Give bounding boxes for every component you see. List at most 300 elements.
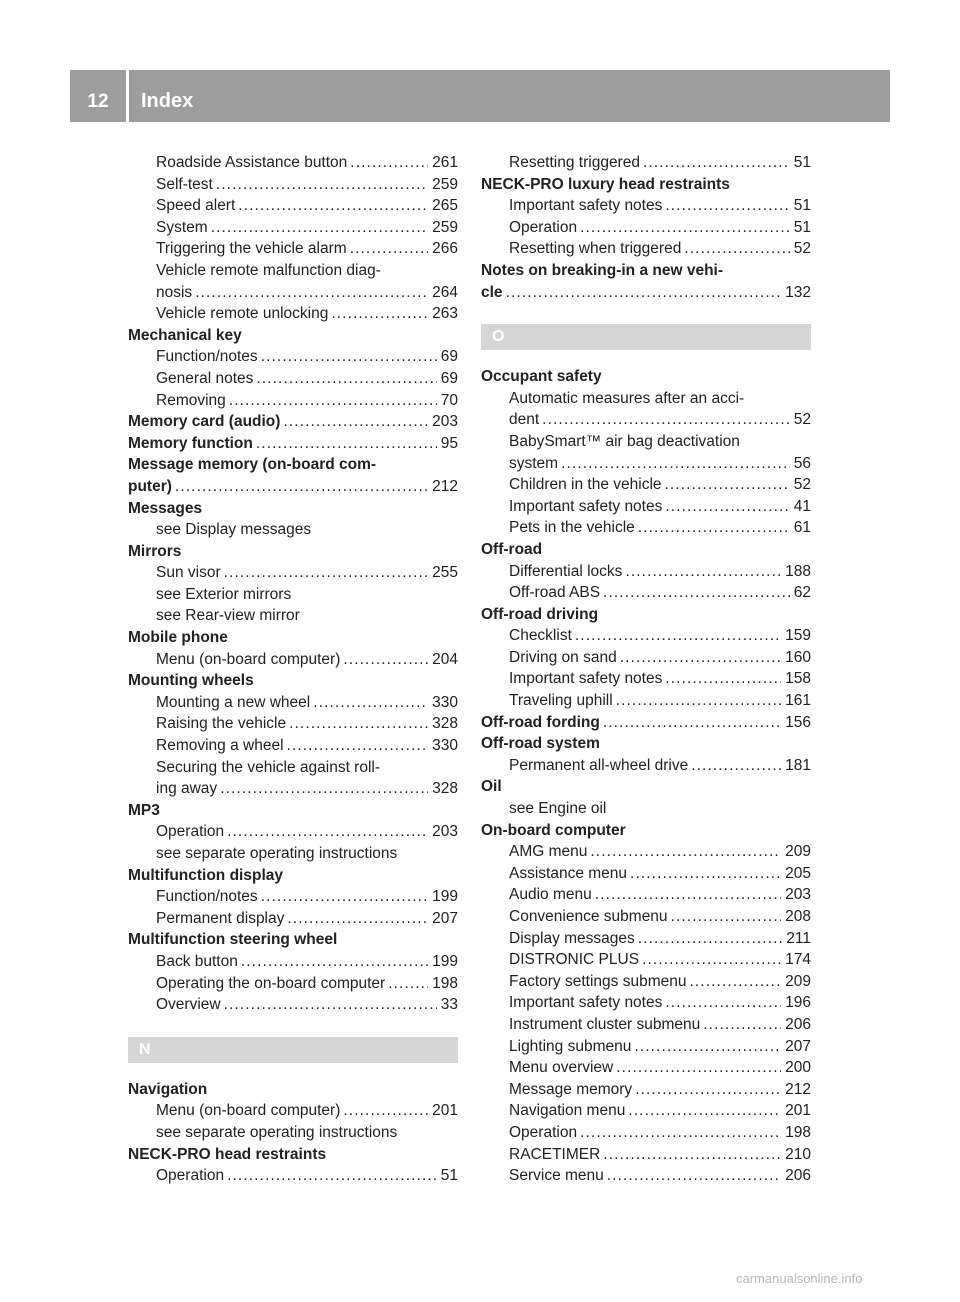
entry-text: dent bbox=[509, 411, 540, 429]
index-subentry[interactable] bbox=[481, 906, 811, 928]
page-reference[interactable]: 265 bbox=[432, 197, 458, 215]
index-subentry[interactable] bbox=[481, 928, 811, 950]
entry-text: MP3 bbox=[128, 801, 160, 819]
entry-text: System bbox=[156, 218, 208, 236]
dot-leader bbox=[261, 346, 437, 368]
page-reference[interactable]: 203 bbox=[432, 823, 458, 841]
entry-text: see Engine oil bbox=[509, 800, 607, 818]
entry-text: Memory function bbox=[128, 434, 253, 452]
entry-text: Menu overview bbox=[509, 1059, 614, 1077]
entry-text: Function/notes bbox=[156, 348, 258, 366]
page-reference[interactable]: 210 bbox=[785, 1145, 811, 1163]
dot-leader bbox=[283, 411, 428, 433]
page-reference[interactable]: 196 bbox=[785, 994, 811, 1012]
index-subentry[interactable] bbox=[481, 517, 811, 539]
entry-text: Vehicle remote malfunction diag- bbox=[156, 261, 381, 279]
entry-text: Convenience submenu bbox=[509, 908, 668, 925]
entry-text: Instrument cluster submenu bbox=[509, 1015, 701, 1033]
dot-leader bbox=[665, 474, 790, 496]
dot-leader bbox=[211, 217, 428, 239]
index-heading bbox=[128, 929, 458, 951]
page-reference[interactable]: 181 bbox=[785, 756, 811, 774]
entry-text: Oil bbox=[481, 778, 502, 796]
page-reference[interactable]: 212 bbox=[785, 1080, 811, 1098]
entry-text: RACETIMER bbox=[509, 1145, 601, 1163]
entry-text: Removing bbox=[156, 391, 226, 409]
entry-text: Function/notes bbox=[156, 888, 258, 906]
page-reference[interactable]: 156 bbox=[785, 713, 811, 731]
page-reference[interactable]: 212 bbox=[432, 477, 458, 495]
entry-text: Navigation menu bbox=[509, 1102, 626, 1120]
page-reference[interactable]: 52 bbox=[793, 476, 811, 494]
index-subentry[interactable] bbox=[481, 625, 811, 647]
entry-text: Important safety notes bbox=[509, 497, 663, 515]
page-reference[interactable]: 330 bbox=[432, 693, 458, 711]
index-subentry bbox=[481, 798, 811, 820]
entry-text: Notes on breaking-in a new vehi- bbox=[481, 261, 724, 279]
entry-text: Resetting when triggered bbox=[509, 240, 682, 258]
entry-text: Lighting submenu bbox=[509, 1037, 632, 1055]
page-reference[interactable]: 211 bbox=[786, 929, 811, 947]
entry-text: BabySmart™ air bag deactivation bbox=[509, 432, 740, 450]
dot-leader bbox=[575, 625, 781, 647]
page-reference[interactable]: 132 bbox=[785, 283, 811, 301]
entry-text: system bbox=[509, 454, 559, 472]
entry-text: see Rear-view mirror bbox=[156, 607, 300, 625]
entry-text: Self-test bbox=[156, 175, 213, 193]
index-subentry bbox=[128, 584, 458, 606]
dot-leader bbox=[665, 195, 789, 217]
page-reference[interactable]: 200 bbox=[785, 1059, 811, 1077]
entry-text: Off-road driving bbox=[481, 605, 599, 623]
page-reference[interactable]: 174 bbox=[785, 951, 811, 969]
dot-leader bbox=[220, 778, 428, 800]
entry-text: Permanent all-wheel drive bbox=[509, 756, 689, 774]
page-reference[interactable]: 264 bbox=[432, 283, 458, 301]
index-subentry[interactable] bbox=[481, 863, 811, 885]
entry-text: Resetting triggered bbox=[509, 154, 640, 171]
index-subentry[interactable] bbox=[128, 152, 458, 174]
index-heading bbox=[128, 670, 458, 692]
index-subentry[interactable] bbox=[128, 174, 458, 196]
dot-leader bbox=[224, 994, 437, 1016]
entry-text: Permanent display bbox=[156, 909, 285, 927]
entry-text: Memory card (audio) bbox=[128, 413, 281, 431]
dot-leader bbox=[603, 1144, 781, 1166]
dot-leader bbox=[561, 453, 790, 475]
dot-leader bbox=[635, 1079, 781, 1101]
dot-leader bbox=[216, 174, 428, 196]
index-subentry bbox=[128, 843, 458, 865]
entry-text: DISTRONIC PLUS bbox=[509, 951, 640, 969]
index-subentry bbox=[128, 605, 458, 627]
dot-leader bbox=[350, 238, 428, 260]
index-subentry[interactable] bbox=[128, 238, 458, 260]
entry-text: Overview bbox=[156, 996, 221, 1014]
dot-leader bbox=[350, 152, 428, 174]
index-subentry[interactable] bbox=[128, 735, 458, 757]
index-subentry[interactable] bbox=[481, 1057, 811, 1079]
page-reference[interactable]: 69 bbox=[440, 369, 458, 387]
entry-text: On-board computer bbox=[481, 821, 626, 839]
index-subentry[interactable] bbox=[481, 647, 811, 669]
dot-leader bbox=[642, 949, 781, 971]
entry-text: Menu (on-board computer) bbox=[156, 1102, 341, 1120]
page-reference[interactable]: 95 bbox=[440, 434, 458, 452]
index-subentry[interactable] bbox=[128, 778, 458, 800]
index-subentry[interactable] bbox=[128, 973, 458, 995]
entry-text: see Exterior mirrors bbox=[156, 585, 292, 603]
dot-leader bbox=[261, 886, 428, 908]
page-reference[interactable]: 52 bbox=[793, 240, 811, 258]
page-reference[interactable]: 255 bbox=[432, 564, 458, 582]
index-subentry[interactable] bbox=[128, 821, 458, 843]
entry-text: NECK-PRO luxury head restraints bbox=[481, 175, 730, 193]
header-divider bbox=[126, 70, 129, 122]
entry-text: Service menu bbox=[509, 1167, 604, 1185]
page-reference[interactable]: 33 bbox=[440, 996, 458, 1014]
index-subentry bbox=[128, 260, 458, 282]
page-title: Index bbox=[141, 90, 194, 112]
entry-text: Operation bbox=[156, 823, 225, 841]
dot-leader bbox=[287, 735, 429, 757]
entry-text: Raising the vehicle bbox=[156, 715, 287, 733]
index-subentry[interactable] bbox=[481, 561, 811, 583]
dot-leader bbox=[638, 928, 783, 950]
page-reference[interactable]: 62 bbox=[793, 584, 811, 602]
index-column-left bbox=[128, 152, 458, 1187]
entry-text: Audio menu bbox=[509, 886, 592, 904]
index-subentry[interactable] bbox=[128, 713, 458, 735]
index-subentry[interactable] bbox=[128, 282, 458, 304]
entry-text: Navigation bbox=[128, 1080, 208, 1098]
entry-text: Important safety notes bbox=[509, 197, 663, 215]
entry-text: Differential locks bbox=[509, 562, 623, 580]
index-heading[interactable] bbox=[128, 411, 458, 433]
entry-text: Mounting a new wheel bbox=[156, 693, 311, 711]
entry-text: General notes bbox=[156, 369, 254, 387]
dot-leader bbox=[580, 217, 790, 239]
entry-text: Off-road system bbox=[481, 735, 600, 753]
watermark: carmanualsonline.info bbox=[736, 1271, 863, 1286]
index-subentry[interactable] bbox=[481, 582, 811, 604]
page-reference[interactable]: 198 bbox=[785, 1123, 811, 1141]
page-reference[interactable]: 328 bbox=[432, 780, 458, 798]
page-reference[interactable]: 51 bbox=[793, 197, 811, 215]
index-subentry[interactable] bbox=[128, 346, 458, 368]
index-subentry bbox=[128, 1122, 458, 1144]
page-reference[interactable]: 70 bbox=[440, 391, 458, 409]
dot-leader bbox=[506, 282, 782, 304]
entry-text: puter) bbox=[128, 477, 172, 495]
dot-leader bbox=[691, 755, 781, 777]
entry-text: nosis bbox=[156, 283, 193, 301]
dot-leader bbox=[227, 1165, 437, 1187]
index-subentry[interactable] bbox=[128, 994, 458, 1016]
page-reference[interactable]: 328 bbox=[432, 715, 458, 733]
dot-leader bbox=[195, 282, 428, 304]
page-reference[interactable]: 161 bbox=[785, 692, 811, 710]
entry-text: Checklist bbox=[509, 627, 572, 645]
entry-text: cle bbox=[481, 283, 503, 301]
index-heading bbox=[481, 733, 811, 755]
dot-leader bbox=[595, 884, 781, 906]
dot-leader bbox=[616, 690, 781, 712]
page-reference[interactable]: 51 bbox=[793, 218, 811, 236]
index-heading bbox=[128, 865, 458, 887]
index-subentry[interactable] bbox=[481, 238, 811, 260]
index-subentry[interactable] bbox=[128, 649, 458, 671]
page-reference[interactable]: 209 bbox=[785, 843, 811, 861]
index-subentry[interactable] bbox=[128, 217, 458, 239]
page-reference[interactable]: 201 bbox=[432, 1102, 458, 1120]
entry-text: Message memory (on-board com- bbox=[128, 456, 377, 474]
index-heading bbox=[128, 1079, 458, 1101]
index-subentry[interactable] bbox=[481, 1036, 811, 1058]
page-reference[interactable]: 208 bbox=[785, 908, 811, 925]
dot-leader bbox=[703, 1014, 781, 1036]
page-reference[interactable]: 51 bbox=[440, 1167, 458, 1185]
page-reference[interactable]: 259 bbox=[432, 175, 458, 193]
index-subentry bbox=[481, 431, 811, 453]
dot-leader bbox=[625, 561, 781, 583]
entry-text: Driving on sand bbox=[509, 648, 617, 666]
index-column-right bbox=[481, 152, 811, 1187]
dot-leader bbox=[603, 712, 781, 734]
entry-text: Triggering the vehicle alarm bbox=[156, 240, 347, 258]
index-subentry[interactable] bbox=[128, 886, 458, 908]
index-heading[interactable] bbox=[128, 433, 458, 455]
entry-text: Mechanical key bbox=[128, 326, 242, 344]
entry-text: Mobile phone bbox=[128, 629, 228, 647]
index-heading bbox=[128, 800, 458, 822]
index-subentry bbox=[128, 757, 458, 779]
dot-leader bbox=[331, 303, 428, 325]
index-subentry[interactable] bbox=[481, 1122, 811, 1144]
page-reference[interactable]: 56 bbox=[793, 454, 811, 472]
index-subentry[interactable] bbox=[481, 1144, 811, 1166]
entry-text: Messages bbox=[128, 499, 203, 517]
page-reference[interactable]: 159 bbox=[785, 627, 811, 645]
dot-leader bbox=[542, 409, 790, 431]
index-heading[interactable] bbox=[481, 282, 811, 304]
index-heading bbox=[481, 604, 811, 626]
index-subentry[interactable] bbox=[481, 453, 811, 475]
dot-leader bbox=[287, 908, 428, 930]
dot-leader bbox=[620, 647, 781, 669]
index-subentry[interactable] bbox=[481, 474, 811, 496]
index-subentry[interactable] bbox=[128, 908, 458, 930]
dot-leader bbox=[343, 649, 428, 671]
page-reference[interactable]: 160 bbox=[785, 648, 811, 666]
page-reference[interactable]: 205 bbox=[785, 864, 811, 882]
page-reference[interactable]: 259 bbox=[432, 218, 458, 236]
dot-leader bbox=[224, 562, 429, 584]
entry-text: Menu (on-board computer) bbox=[156, 650, 341, 668]
index-subentry[interactable] bbox=[481, 690, 811, 712]
entry-text: Mirrors bbox=[128, 542, 182, 560]
entry-text: Traveling uphill bbox=[509, 692, 613, 710]
index-subentry[interactable] bbox=[128, 951, 458, 973]
entry-text: AMG menu bbox=[509, 843, 588, 861]
index-heading bbox=[481, 820, 811, 842]
index-heading bbox=[481, 260, 811, 282]
entry-text: Removing a wheel bbox=[156, 737, 284, 755]
index-subentry[interactable] bbox=[481, 195, 811, 217]
entry-text: Securing the vehicle against roll- bbox=[156, 758, 381, 776]
page-reference[interactable]: 209 bbox=[785, 972, 811, 990]
entry-text: Pets in the vehicle bbox=[509, 519, 635, 537]
dot-leader bbox=[665, 668, 781, 690]
dot-leader bbox=[684, 238, 789, 260]
page-reference[interactable]: 188 bbox=[785, 562, 811, 580]
section-letter-bar: N bbox=[128, 1037, 458, 1063]
entry-text: ing away bbox=[156, 780, 218, 798]
entry-text: Multifunction steering wheel bbox=[128, 931, 338, 949]
index-subentry[interactable] bbox=[128, 692, 458, 714]
index-heading bbox=[481, 366, 811, 388]
index-subentry[interactable] bbox=[481, 1079, 811, 1101]
dot-leader bbox=[634, 1036, 781, 1058]
index-subentry[interactable] bbox=[128, 303, 458, 325]
page-reference[interactable]: 204 bbox=[432, 650, 458, 668]
dot-leader bbox=[241, 951, 428, 973]
entry-text: Operating the on-board computer bbox=[156, 974, 386, 992]
index-subentry[interactable] bbox=[481, 949, 811, 971]
page-reference[interactable]: 41 bbox=[793, 497, 811, 515]
entry-text: Vehicle remote unlocking bbox=[156, 305, 329, 323]
dot-leader bbox=[638, 517, 790, 539]
page-reference[interactable]: 207 bbox=[785, 1037, 811, 1055]
index-subentry[interactable] bbox=[128, 562, 458, 584]
index-subentry[interactable] bbox=[481, 668, 811, 690]
dot-leader bbox=[256, 433, 437, 455]
index-subentry[interactable] bbox=[481, 841, 811, 863]
page-reference[interactable]: 203 bbox=[785, 886, 811, 904]
index-subentry[interactable] bbox=[481, 1014, 811, 1036]
dot-leader bbox=[175, 476, 428, 498]
page-reference[interactable]: 206 bbox=[785, 1167, 811, 1185]
index-heading bbox=[128, 498, 458, 520]
index-subentry bbox=[128, 519, 458, 541]
entry-text: Display messages bbox=[509, 929, 635, 947]
dot-leader bbox=[628, 1100, 781, 1122]
dot-leader bbox=[256, 368, 436, 390]
entry-text: see separate operating instructions bbox=[156, 1123, 398, 1141]
dot-leader bbox=[590, 841, 781, 863]
page-reference[interactable]: 203 bbox=[432, 413, 458, 431]
dot-leader bbox=[229, 390, 437, 412]
dot-leader bbox=[227, 821, 428, 843]
dot-leader bbox=[630, 863, 781, 885]
index-heading bbox=[128, 454, 458, 476]
dot-leader bbox=[580, 1122, 781, 1144]
index-heading[interactable] bbox=[481, 712, 811, 734]
entry-text: Off-road bbox=[481, 540, 543, 558]
dot-leader bbox=[616, 1057, 781, 1079]
page-reference[interactable]: 261 bbox=[432, 154, 458, 171]
page-reference[interactable]: 61 bbox=[793, 519, 811, 537]
page-reference[interactable]: 206 bbox=[785, 1015, 811, 1033]
entry-text: Operation bbox=[509, 218, 578, 236]
entry-text: Important safety notes bbox=[509, 994, 663, 1012]
page-reference[interactable]: 69 bbox=[440, 348, 458, 366]
dot-leader bbox=[289, 713, 428, 735]
page-reference[interactable]: 199 bbox=[432, 888, 458, 906]
entry-text: Occupant safety bbox=[481, 368, 602, 386]
dot-leader bbox=[665, 992, 781, 1014]
index-subentry[interactable] bbox=[481, 409, 811, 431]
dot-leader bbox=[607, 1165, 781, 1187]
page-reference[interactable]: 51 bbox=[793, 154, 811, 171]
index-subentry[interactable] bbox=[128, 1165, 458, 1187]
entry-text: Roadside Assistance button bbox=[156, 154, 348, 171]
dot-leader bbox=[343, 1100, 428, 1122]
page-reference[interactable]: 263 bbox=[432, 305, 458, 323]
index-subentry[interactable] bbox=[481, 971, 811, 993]
index-heading bbox=[481, 174, 811, 196]
index-subentry[interactable] bbox=[128, 368, 458, 390]
index-subentry[interactable] bbox=[128, 1100, 458, 1122]
index-subentry bbox=[481, 388, 811, 410]
index-heading bbox=[481, 539, 811, 561]
entry-text: Multifunction display bbox=[128, 866, 283, 884]
index-subentry[interactable] bbox=[481, 1100, 811, 1122]
index-subentry[interactable] bbox=[481, 1165, 811, 1187]
entry-text: Assistance menu bbox=[509, 864, 628, 882]
page-reference[interactable]: 158 bbox=[785, 670, 811, 688]
entry-text: see Display messages bbox=[156, 521, 312, 539]
entry-text: Off-road ABS bbox=[509, 584, 601, 602]
index-subentry[interactable] bbox=[128, 195, 458, 217]
entry-text: Off-road fording bbox=[481, 713, 600, 731]
entry-text: Children in the vehicle bbox=[509, 476, 662, 494]
section-letter-bar: O bbox=[481, 324, 811, 350]
index-subentry[interactable] bbox=[481, 496, 811, 518]
page-header bbox=[70, 70, 890, 122]
entry-text: Sun visor bbox=[156, 564, 221, 582]
index-subentry[interactable] bbox=[481, 152, 811, 174]
index-heading bbox=[128, 627, 458, 649]
page-reference[interactable]: 198 bbox=[432, 974, 458, 992]
dot-leader bbox=[665, 496, 789, 518]
index-subentry[interactable] bbox=[481, 755, 811, 777]
dot-leader bbox=[671, 906, 782, 928]
index-heading[interactable] bbox=[128, 476, 458, 498]
entry-text: Operation bbox=[509, 1123, 578, 1141]
page-number: 12 bbox=[87, 91, 109, 112]
page-reference[interactable]: 201 bbox=[785, 1102, 811, 1120]
page-reference[interactable]: 199 bbox=[432, 952, 458, 970]
page-reference[interactable]: 52 bbox=[793, 411, 811, 429]
entry-text: Speed alert bbox=[156, 197, 236, 215]
dot-leader bbox=[643, 152, 790, 174]
entry-text: Factory settings submenu bbox=[509, 972, 687, 990]
page-reference[interactable]: 207 bbox=[432, 909, 458, 927]
entry-text: Automatic measures after an acci- bbox=[509, 389, 745, 407]
index-subentry[interactable] bbox=[481, 992, 811, 1014]
page-reference[interactable]: 330 bbox=[432, 737, 458, 755]
entry-text: Mounting wheels bbox=[128, 672, 254, 690]
index-subentry[interactable] bbox=[481, 217, 811, 239]
index-heading bbox=[128, 1144, 458, 1166]
index-heading bbox=[481, 776, 811, 798]
dot-leader bbox=[689, 971, 781, 993]
index-subentry[interactable] bbox=[481, 884, 811, 906]
entry-text: Important safety notes bbox=[509, 670, 663, 688]
index-subentry[interactable] bbox=[128, 390, 458, 412]
page-reference[interactable]: 266 bbox=[432, 240, 458, 258]
